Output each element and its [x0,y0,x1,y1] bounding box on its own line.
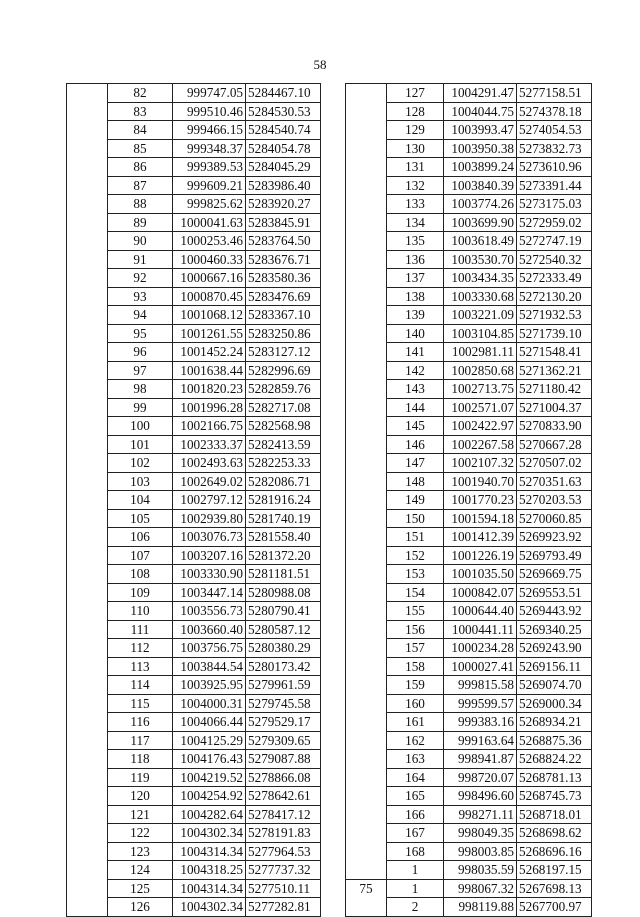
point-number-cell: 147 [387,454,444,473]
point-number-cell: 148 [387,472,444,491]
y-coordinate-cell: 5270060.85 [517,509,592,528]
y-coordinate-cell: 5282253.33 [246,454,321,473]
point-number-cell: 125 [108,879,173,898]
y-coordinate-cell: 5282996.69 [246,361,321,380]
x-coordinate-cell: 1000870.45 [173,287,246,306]
point-number-cell: 84 [108,121,173,140]
y-coordinate-cell: 5283920.27 [246,195,321,214]
y-coordinate-cell: 5274054.53 [517,121,592,140]
x-coordinate-cell: 1003993.47 [444,121,517,140]
x-coordinate-cell: 1000842.07 [444,583,517,602]
x-coordinate-cell: 999163.64 [444,731,517,750]
y-coordinate-cell: 5273610.96 [517,158,592,177]
x-coordinate-cell: 1002713.75 [444,380,517,399]
x-coordinate-cell: 1003330.68 [444,287,517,306]
x-coordinate-cell: 1002333.37 [173,435,246,454]
point-number-cell: 157 [387,639,444,658]
point-number-cell: 89 [108,213,173,232]
point-number-cell: 118 [108,750,173,769]
x-coordinate-cell: 1004219.52 [173,768,246,787]
y-coordinate-cell: 5270507.02 [517,454,592,473]
table-row [346,879,592,898]
y-coordinate-cell: 5269553.51 [517,583,592,602]
y-coordinate-cell: 5271932.53 [517,306,592,325]
y-coordinate-cell: 5283986.40 [246,176,321,195]
point-number-cell: 99 [108,398,173,417]
x-coordinate-cell: 1004314.34 [173,879,246,898]
point-number-cell: 133 [387,195,444,214]
y-coordinate-cell: 5280790.41 [246,602,321,621]
point-number-cell: 117 [108,731,173,750]
y-coordinate-cell: 5271362.21 [517,361,592,380]
y-coordinate-cell: 5283250.86 [246,324,321,343]
point-number-cell: 146 [387,435,444,454]
x-coordinate-cell: 1003530.70 [444,250,517,269]
y-coordinate-cell: 5270833.90 [517,417,592,436]
point-number-cell: 114 [108,676,173,695]
point-number-cell: 124 [108,861,173,880]
y-coordinate-cell: 5268718.01 [517,805,592,824]
y-coordinate-cell: 5273175.03 [517,195,592,214]
y-coordinate-cell: 5269793.49 [517,546,592,565]
point-number-cell: 111 [108,620,173,639]
point-number-cell: 164 [387,768,444,787]
y-coordinate-cell: 5283127.12 [246,343,321,362]
point-number-cell: 154 [387,583,444,602]
x-coordinate-cell: 1000027.41 [444,657,517,676]
y-coordinate-cell: 5280380.29 [246,639,321,658]
x-coordinate-cell: 1004302.34 [173,898,246,917]
x-coordinate-cell: 1003556.73 [173,602,246,621]
y-coordinate-cell: 5272959.02 [517,213,592,232]
y-coordinate-cell: 5272130.20 [517,287,592,306]
y-coordinate-cell: 5278417.12 [246,805,321,824]
x-coordinate-cell: 998003.85 [444,842,517,861]
x-coordinate-cell: 1004302.34 [173,824,246,843]
y-coordinate-cell: 5283845.91 [246,213,321,232]
point-number-cell: 165 [387,787,444,806]
point-number-cell: 138 [387,287,444,306]
point-number-cell: 115 [108,694,173,713]
x-coordinate-cell: 1004176.43 [173,750,246,769]
point-number-cell: 123 [108,842,173,861]
y-coordinate-cell: 5284054.78 [246,139,321,158]
x-coordinate-cell: 1000441.11 [444,620,517,639]
y-coordinate-cell: 5268781.13 [517,768,592,787]
y-coordinate-cell: 5269156.11 [517,657,592,676]
x-coordinate-cell: 998941.87 [444,750,517,769]
x-coordinate-cell: 998271.11 [444,805,517,824]
y-coordinate-cell: 5278642.61 [246,787,321,806]
x-coordinate-cell: 999609.21 [173,176,246,195]
y-coordinate-cell: 5278191.83 [246,824,321,843]
y-coordinate-cell: 5277158.51 [517,84,592,103]
point-number-cell: 141 [387,343,444,362]
y-coordinate-cell: 5268745.73 [517,787,592,806]
y-coordinate-cell: 5268934.21 [517,713,592,732]
y-coordinate-cell: 5279309.65 [246,731,321,750]
x-coordinate-cell: 1003756.75 [173,639,246,658]
x-coordinate-cell: 999383.16 [444,713,517,732]
point-number-cell: 167 [387,824,444,843]
y-coordinate-cell: 5279961.59 [246,676,321,695]
y-coordinate-cell: 5274378.18 [517,102,592,121]
x-coordinate-cell: 1003618.49 [444,232,517,251]
x-coordinate-cell: 999815.58 [444,676,517,695]
point-number-cell: 95 [108,324,173,343]
x-coordinate-cell: 1001770.23 [444,491,517,510]
y-coordinate-cell: 5269340.25 [517,620,592,639]
point-number-cell: 145 [387,417,444,436]
y-coordinate-cell: 5281916.24 [246,491,321,510]
x-coordinate-cell: 1003434.35 [444,269,517,288]
y-coordinate-cell: 5270351.63 [517,472,592,491]
x-coordinate-cell: 1001820.23 [173,380,246,399]
x-coordinate-cell: 1004000.31 [173,694,246,713]
point-number-cell: 130 [387,139,444,158]
y-coordinate-cell: 5281181.51 [246,565,321,584]
x-coordinate-cell: 998035.59 [444,861,517,880]
y-coordinate-cell: 5278866.08 [246,768,321,787]
y-coordinate-cell: 5269443.92 [517,602,592,621]
point-number-cell: 131 [387,158,444,177]
point-number-cell: 158 [387,657,444,676]
y-coordinate-cell: 5277510.11 [246,879,321,898]
y-coordinate-cell: 5281372.20 [246,546,321,565]
y-coordinate-cell: 5268875.36 [517,731,592,750]
y-coordinate-cell: 5268698.62 [517,824,592,843]
y-coordinate-cell: 5282086.71 [246,472,321,491]
point-number-cell: 1 [387,861,444,880]
x-coordinate-cell: 999466.15 [173,121,246,140]
point-number-cell: 168 [387,842,444,861]
page-number: 58 [313,57,327,72]
point-number-cell: 86 [108,158,173,177]
x-coordinate-cell: 1000644.40 [444,602,517,621]
point-number-cell: 103 [108,472,173,491]
x-coordinate-cell: 1003840.39 [444,176,517,195]
x-coordinate-cell: 999389.53 [173,158,246,177]
y-coordinate-cell: 5273832.73 [517,139,592,158]
point-number-cell: 155 [387,602,444,621]
x-coordinate-cell: 1003899.24 [444,158,517,177]
point-number-cell: 126 [108,898,173,917]
point-number-cell: 156 [387,620,444,639]
table-row [67,84,321,103]
x-coordinate-cell: 1002267.58 [444,435,517,454]
point-number-cell: 135 [387,232,444,251]
x-coordinate-cell: 1000253.46 [173,232,246,251]
y-coordinate-cell: 5284467.10 [246,84,321,103]
y-coordinate-cell: 5268824.22 [517,750,592,769]
x-coordinate-cell: 1002107.32 [444,454,517,473]
x-coordinate-cell: 1001261.55 [173,324,246,343]
x-coordinate-cell: 1001594.18 [444,509,517,528]
y-coordinate-cell: 5282568.98 [246,417,321,436]
x-coordinate-cell: 1000460.33 [173,250,246,269]
x-coordinate-cell: 1003330.90 [173,565,246,584]
y-coordinate-cell: 5272540.32 [517,250,592,269]
x-coordinate-cell: 999348.37 [173,139,246,158]
x-coordinate-cell: 1004314.34 [173,842,246,861]
x-coordinate-cell: 1001452.24 [173,343,246,362]
point-number-cell: 1 [387,879,444,898]
point-number-cell: 127 [387,84,444,103]
x-coordinate-cell: 998067.32 [444,879,517,898]
y-coordinate-cell: 5277282.81 [246,898,321,917]
x-coordinate-cell: 1003950.38 [444,139,517,158]
point-number-cell: 153 [387,565,444,584]
y-coordinate-cell: 5271739.10 [517,324,592,343]
point-number-cell: 98 [108,380,173,399]
y-coordinate-cell: 5272333.49 [517,269,592,288]
x-coordinate-cell: 1002797.12 [173,491,246,510]
point-number-cell: 160 [387,694,444,713]
x-coordinate-cell: 1002939.80 [173,509,246,528]
point-number-cell: 91 [108,250,173,269]
point-number-cell: 136 [387,250,444,269]
x-coordinate-cell: 1000234.28 [444,639,517,658]
point-number-cell: 121 [108,805,173,824]
point-number-cell: 105 [108,509,173,528]
point-number-cell: 107 [108,546,173,565]
point-number-cell: 87 [108,176,173,195]
point-number-cell: 104 [108,491,173,510]
point-number-cell: 102 [108,454,173,473]
point-number-cell: 83 [108,102,173,121]
point-number-cell: 106 [108,528,173,547]
point-number-cell: 96 [108,343,173,362]
x-coordinate-cell: 1002493.63 [173,454,246,473]
point-number-cell: 94 [108,306,173,325]
point-number-cell: 151 [387,528,444,547]
y-coordinate-cell: 5271004.37 [517,398,592,417]
y-coordinate-cell: 5269669.75 [517,565,592,584]
point-number-cell: 159 [387,676,444,695]
y-coordinate-cell: 5281740.19 [246,509,321,528]
point-number-cell: 120 [108,787,173,806]
y-coordinate-cell: 5282413.59 [246,435,321,454]
y-coordinate-cell: 5269074.70 [517,676,592,695]
x-coordinate-cell: 1001638.44 [173,361,246,380]
x-coordinate-cell: 1003076.73 [173,528,246,547]
x-coordinate-cell: 1004125.29 [173,731,246,750]
y-coordinate-cell: 5280587.12 [246,620,321,639]
point-number-cell: 166 [387,805,444,824]
point-number-cell: 149 [387,491,444,510]
point-number-cell: 139 [387,306,444,325]
y-coordinate-cell: 5281558.40 [246,528,321,547]
y-coordinate-cell: 5267698.13 [517,879,592,898]
x-coordinate-cell: 999825.62 [173,195,246,214]
y-coordinate-cell: 5279745.58 [246,694,321,713]
x-coordinate-cell: 999599.57 [444,694,517,713]
y-coordinate-cell: 5273391.44 [517,176,592,195]
point-number-cell: 142 [387,361,444,380]
y-coordinate-cell: 5269243.90 [517,639,592,658]
x-coordinate-cell: 1004044.75 [444,102,517,121]
y-coordinate-cell: 5271180.42 [517,380,592,399]
point-number-cell: 101 [108,435,173,454]
y-coordinate-cell: 5283580.36 [246,269,321,288]
point-number-cell: 150 [387,509,444,528]
y-coordinate-cell: 5280988.08 [246,583,321,602]
y-coordinate-cell: 5267700.97 [517,898,592,917]
y-coordinate-cell: 5269923.92 [517,528,592,547]
point-number-cell: 161 [387,713,444,732]
point-number-cell: 132 [387,176,444,195]
y-coordinate-cell: 5272747.19 [517,232,592,251]
x-coordinate-cell: 1004066.44 [173,713,246,732]
coordinates-table-right [345,83,592,917]
x-coordinate-cell: 998119.88 [444,898,517,917]
point-number-cell: 116 [108,713,173,732]
point-number-cell: 128 [387,102,444,121]
point-number-cell: 108 [108,565,173,584]
x-coordinate-cell: 999510.46 [173,102,246,121]
x-coordinate-cell: 1002649.02 [173,472,246,491]
parcel-cell [67,84,108,917]
x-coordinate-cell: 1002166.75 [173,417,246,436]
point-number-cell: 140 [387,324,444,343]
point-number-cell: 97 [108,361,173,380]
point-number-cell: 90 [108,232,173,251]
x-coordinate-cell: 1003844.54 [173,657,246,676]
x-coordinate-cell: 1004291.47 [444,84,517,103]
x-coordinate-cell: 1000667.16 [173,269,246,288]
point-number-cell: 163 [387,750,444,769]
point-number-cell: 143 [387,380,444,399]
y-coordinate-cell: 5268696.16 [517,842,592,861]
x-coordinate-cell: 1003207.16 [173,546,246,565]
y-coordinate-cell: 5282717.08 [246,398,321,417]
x-coordinate-cell: 1002850.68 [444,361,517,380]
x-coordinate-cell: 1001035.50 [444,565,517,584]
table-row [346,898,592,917]
table-row [346,84,592,103]
y-coordinate-cell: 5283367.10 [246,306,321,325]
parcel-cell [346,898,387,917]
y-coordinate-cell: 5277737.32 [246,861,321,880]
x-coordinate-cell: 1004254.92 [173,787,246,806]
x-coordinate-cell: 1001226.19 [444,546,517,565]
x-coordinate-cell: 1002981.11 [444,343,517,362]
parcel-cell [346,84,387,880]
point-number-cell: 122 [108,824,173,843]
point-number-cell: 88 [108,195,173,214]
y-coordinate-cell: 5284045.29 [246,158,321,177]
point-number-cell: 129 [387,121,444,140]
y-coordinate-cell: 5277964.53 [246,842,321,861]
point-number-cell: 100 [108,417,173,436]
y-coordinate-cell: 5282859.76 [246,380,321,399]
x-coordinate-cell: 1000041.63 [173,213,246,232]
point-number-cell: 152 [387,546,444,565]
point-number-cell: 144 [387,398,444,417]
point-number-cell: 92 [108,269,173,288]
x-coordinate-cell: 1003447.14 [173,583,246,602]
point-number-cell: 93 [108,287,173,306]
coordinates-table-left [66,83,321,917]
y-coordinate-cell: 5270667.28 [517,435,592,454]
point-number-cell: 113 [108,657,173,676]
x-coordinate-cell: 998496.60 [444,787,517,806]
x-coordinate-cell: 1004282.64 [173,805,246,824]
x-coordinate-cell: 1003925.95 [173,676,246,695]
point-number-cell: 82 [108,84,173,103]
point-number-cell: 112 [108,639,173,658]
point-number-cell: 110 [108,602,173,621]
x-coordinate-cell: 1003699.90 [444,213,517,232]
y-coordinate-cell: 5279087.88 [246,750,321,769]
parcel-number-cell: 75 [346,879,387,898]
point-number-cell: 162 [387,731,444,750]
x-coordinate-cell: 1003660.40 [173,620,246,639]
x-coordinate-cell: 1001068.12 [173,306,246,325]
y-coordinate-cell: 5283476.69 [246,287,321,306]
point-number-cell: 85 [108,139,173,158]
point-number-cell: 137 [387,269,444,288]
y-coordinate-cell: 5283676.71 [246,250,321,269]
point-number-cell: 134 [387,213,444,232]
x-coordinate-cell: 1002422.97 [444,417,517,436]
y-coordinate-cell: 5283764.50 [246,232,321,251]
point-number-cell: 109 [108,583,173,602]
x-coordinate-cell: 999747.05 [173,84,246,103]
x-coordinate-cell: 1001996.28 [173,398,246,417]
x-coordinate-cell: 1004318.25 [173,861,246,880]
x-coordinate-cell: 998049.35 [444,824,517,843]
y-coordinate-cell: 5279529.17 [246,713,321,732]
x-coordinate-cell: 1003774.26 [444,195,517,214]
x-coordinate-cell: 1002571.07 [444,398,517,417]
y-coordinate-cell: 5269000.34 [517,694,592,713]
y-coordinate-cell: 5271548.41 [517,343,592,362]
y-coordinate-cell: 5268197.15 [517,861,592,880]
x-coordinate-cell: 1003221.09 [444,306,517,325]
y-coordinate-cell: 5284530.53 [246,102,321,121]
x-coordinate-cell: 1001412.39 [444,528,517,547]
y-coordinate-cell: 5284540.74 [246,121,321,140]
y-coordinate-cell: 5270203.53 [517,491,592,510]
x-coordinate-cell: 1003104.85 [444,324,517,343]
x-coordinate-cell: 998720.07 [444,768,517,787]
y-coordinate-cell: 5280173.42 [246,657,321,676]
point-number-cell: 119 [108,768,173,787]
point-number-cell: 2 [387,898,444,917]
x-coordinate-cell: 1001940.70 [444,472,517,491]
